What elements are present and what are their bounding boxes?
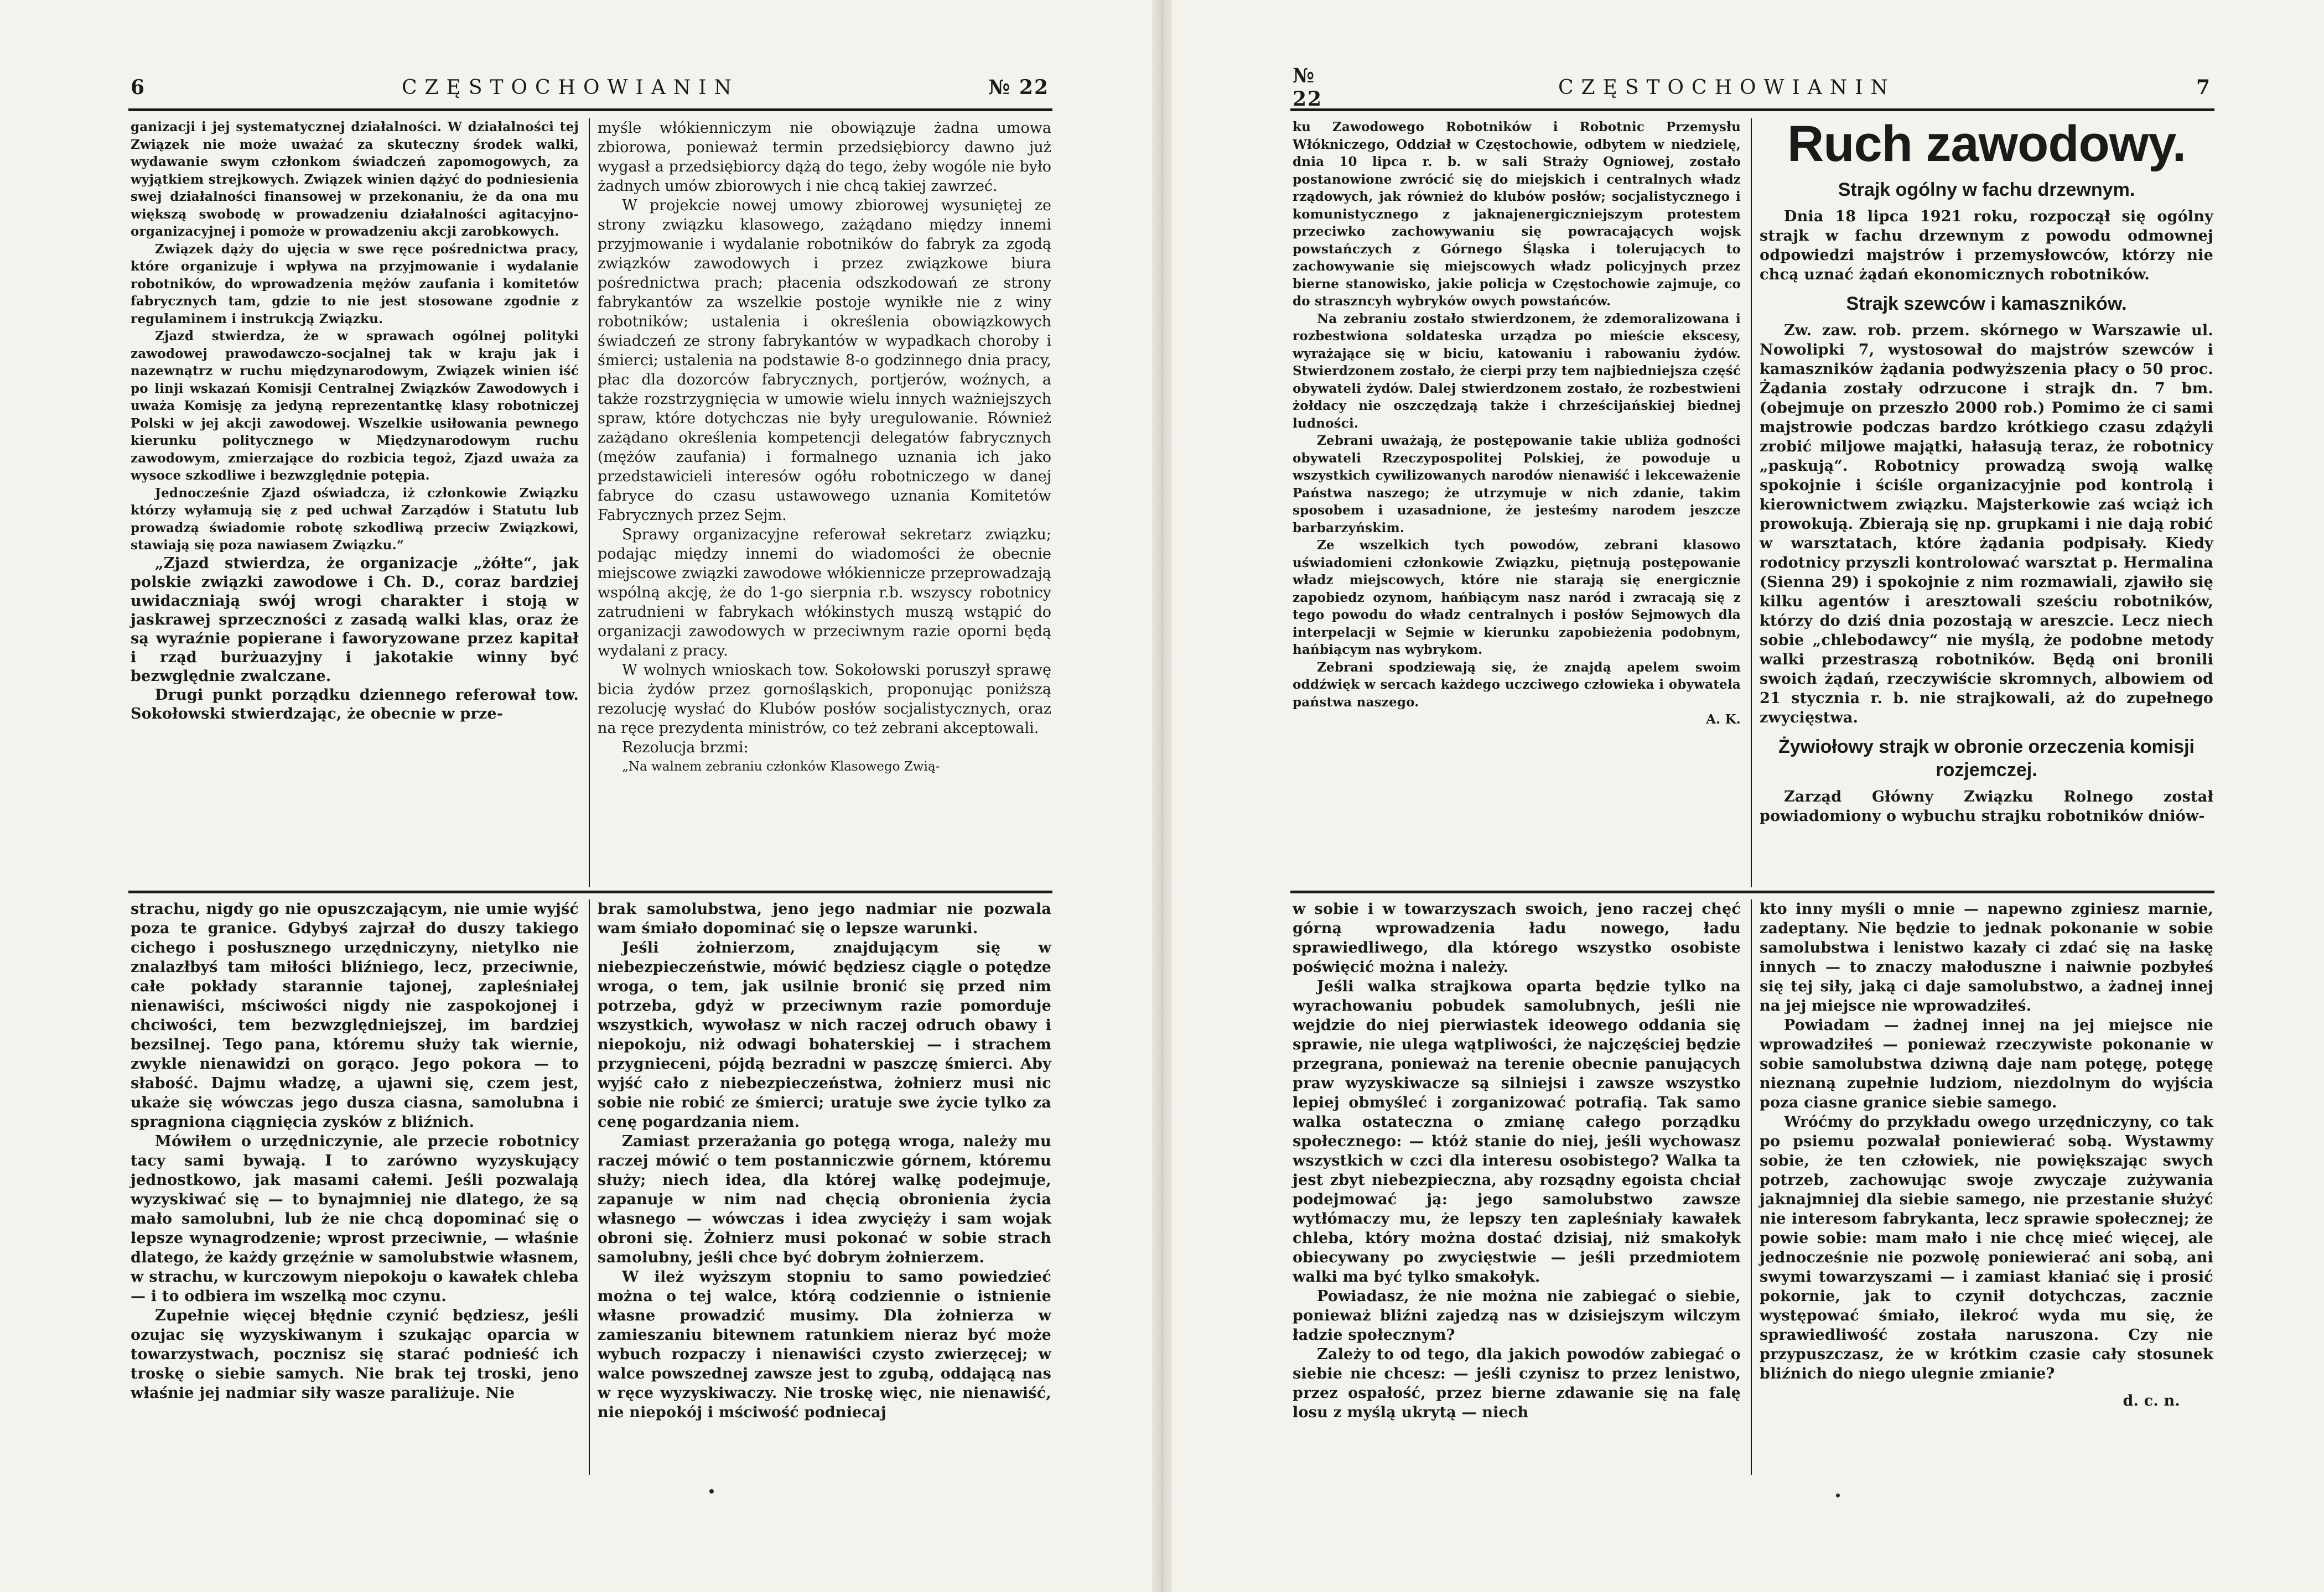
- paragraph: Ze wszelkich tych powodów, zebrani klasowo uświadomieni członkowie Związku, piętnują postępowanie władz miejscowych, które nie starają się energicznie zapobiedz ozynom, hańbiącym nasz naród i zwracają się z tego powodu do władz centralnych i posłów Sejmowych dla interpelacji w Sejmie w kierunku zapobieżenia podobnym, hańbiącym nas wybrykom.: [1293, 538, 1741, 657]
- paragraph: Rezolucja brzmi:: [622, 739, 749, 756]
- paragraph: Na zebraniu zostało stwierdzonem, że zdemoralizowana i rozbestwiona soldateska urządza po mieście ekscesy, wyrażające się w biciu, katowaniu i rabowaniu żydów. Stwierdzonem zostało, że cierpi przy tem najbiedniejsza część obywateli żydów. Dalej stwierdzonem zostało, że rozbestwieni żołdacy nie oszczędzają także i chrześcijańskiej biednej ludności.: [1293, 311, 1741, 431]
- column-divider: [589, 899, 590, 1475]
- right-top-column-1: [1293, 118, 1741, 729]
- masthead: CZĘSTOCHOWIANIN: [402, 76, 739, 99]
- paragraph: Mówiłem o urzędniczynie, ale przecie robotnicy tacy sami bywają. I to zarówno wyzyskujący jednostkowo, jak masami całemi. Jeśli pozwalają wyzyskiwać się — to bynajmniej nie dlatego, że są mało samolubni, lub że nie chcą dopominać się o lepsze wynagrodzenie; wprost przeciwnie, — właśnie dlatego, że każdy grzęźnie w samolubstwie własnem, w strachu, w kurczowym niepokoju o kawałek chleba — i to odbiera im wszelką moc czynu.: [131, 1133, 579, 1305]
- right-bottom-column-2: [1760, 899, 2213, 1411]
- page-number: 7: [2196, 76, 2211, 99]
- paragraph: Zebrani uważają, że postępowanie takie ubliża godności obywateli Rzeczypospolitej Polskiej, że powoduje u wszystkich cywilizowanych narodów nienawiść i lekceważenie Państwa naszego; że utrzymuje w nich zdanie, takim sposobem i uzasadnione, że jesteśmy narodem jeszcze barbarzyńskim.: [1293, 433, 1741, 535]
- paragraph: Zupełnie więcej błędnie czynić będziesz, jeśli ozujac się wyzyskiwanym i szukając oparcia w towarzystwach, pocznisz się starać podnieść ich troskę o siebie samych. Nie brak tej troski, jeno właśnie jej nadmiar siły wasze paraliżuje. Nie: [131, 1307, 579, 1402]
- paragraph: kto inny myśli o mnie — napewno zginiesz marnie, zadeptany. Nie będzie to jednak pokonanie w sobie samolubstwa i lenistwo kazały ci zdać się na łaskę innych — to znaczy małoduszne i naiwnie pozbyłeś się tej siły, jaką ci daje samolubstwo, a żadnej innej na jej miejsce nie wprowadziłeś.: [1760, 901, 2213, 1014]
- column-divider: [1751, 899, 1752, 1475]
- issue-number: № 22: [1293, 64, 1323, 111]
- left-top-column-2: [598, 118, 1051, 777]
- paragraph: Zebrani spodziewają się, że znajdą apelem swoim oddźwięk w sercach każdego uczciwego człowieka i obywatela państwa naszego.: [1293, 659, 1741, 710]
- signature: A. K.: [1706, 712, 1741, 727]
- page-number: 6: [131, 76, 146, 99]
- paragraph: Jednocześnie Zjazd oświadcza, iż członkowie Związku którzy wyłamują się z ped uchwał Zarządów i Statutu lub prowadzą świadomie robotę szkodliwą przeciw Związkowi, stawiają się poza nawiasem Związku.“: [131, 485, 579, 553]
- issue-number: № 22: [988, 76, 1049, 99]
- paragraph: Jeśli walka strajkowa oparta będzie tylko na wyrachowaniu pobudek samolubnych, jeśli nie wejdzie do niej pierwiastek ideowego oddania się sprawie, nie ulega wątpliwości, że najczęściej będzie przegrana, ponieważ na terenie obecnie panujących praw wyzyskiwacze są silniejsi i zawsze wszystko lepiej obmyśleć i zorganizować potrafią. Tak samo walka ostateczna o zmianę całego porządku społecznego: — któż stanie do niej, jeśli wychowasz wszystkich w czci dla interesu osobistego? Walka ta jest zbyt niebezpieczna, aby rozsądny egoista chciał podejmować ją: jego samolubstwo zawsze wytłómaczy mu, że lepszy ten zapleśniały kawałek chleba, który można dostać dzisiaj, niż smakołyk obiecywany po zwycięstwie — jeśli przedmiotem walki ma być tylko smakołyk.: [1293, 978, 1741, 1286]
- masthead: CZĘSTOCHOWIANIN: [1558, 76, 1896, 99]
- paragraph: Powiadam — żadnej innej na jej miejsce nie wprowadziłeś — ponieważ rzeczywiste pokonanie w sobie samolubstwa dziwną daje nam potęgę, potęgę nieznaną zupełnie ludziom, niezdolnym do wyjścia poza ciasne granice siebie samego.: [1760, 1017, 2213, 1111]
- right-top-column-2: [1760, 113, 2213, 826]
- section-rule: [1290, 891, 2214, 893]
- section-title: Ruch zawodowy.: [1787, 116, 2186, 172]
- paragraph: ku Zawodowego Robotników i Robotnic Przemysłu Włókniczego, Oddział w Częstochowie, odbytem w niedzielę, dnia 10 lipca r. b. w sali Straży Ogniowej, zostało postanowione zwrócić się do miejskich i centralnych władz rządowych, jak również do klubów posłów; socjalistycznego i komunistycznego z jaknajenergiczniejszym protestem przeciwko zachowywaniu się powracających wojsk powstańczych z Górnego Śląska i tolerujących to zachowywanie się miejscowych władz policyjnych przez bierne stanowisko, jakie policja w Częstochowie zajmuje, co do straszncyh wybryków owych powstańców.: [1293, 119, 1741, 309]
- paragraph: strachu, nigdy go nie opuszczającym, nie umie wyjść poza te granice. Gdybyś zajrzał do duszy takiego cichego i posłusznego urzędniczyny, nietylko nie znalazłbyś tam miłości bliźniego, lecz, przeciwnie, całe pokłady starannie tajonej, zapleśniałej nienawiści, mściwości nigdy nie zaspokojonej i chciwości, tem bezwzględniejszej, im bardziej bezsilnej. Tego pana, któremu służy tak wiernie, zwykle nienawidzi on gorąco. Jego pokora — to słabość. Dajmu władzę, a ujawni się, czem jest, ukaże się wówczas jego dusza ciasna, samolubna i spragniona ciągnięcia zysków z bliźnich.: [131, 901, 579, 1131]
- section-heading: Żywiołowy strajk w obronie orzeczenia komisji rozjemczej.: [1778, 736, 2195, 781]
- paragraph: Jeśli żołnierzom, znajdującym się w niebezpieczeństwie, mówić będziesz ciągle o potędze wroga, o tem, jak usilnie bronić się przed nim potrzeba, gdyż w przeciwnym razie pomorduje wszystkich, wywołasz w nich raczej odruch obawy i niepokoju, niż odwagi bohaterskiej — i strachem przygnieceni, pójdą bezradni w paszczę śmierci. Aby wyjść cało z niebezpieczeństwa, żołnierz musi nic sobie nie robić ze śmierci; uratuje swe życie tylko za cenę pogardzania niem.: [598, 939, 1051, 1131]
- column-divider: [589, 118, 590, 887]
- paragraph: W wolnych wnioskach tow. Sokołowski poruszył sprawę bicia żydów przez gornośląskich, proponując poniższą rezolucję wysłać do Klubów posłów socjalistycznych, oraz na ręce prezydenta ministrów, co też zebrani akceptowali.: [598, 662, 1051, 737]
- paragraph: brak samolubstwa, jeno jego nadmiar nie pozwala wam śmiało dopominać się o lepsze warunki.: [598, 901, 1051, 937]
- left-header: [131, 71, 1049, 104]
- right-page: [1162, 0, 2324, 1592]
- paragraph: Sprawy organizacyjne referował sekretarz związku; podając między innemi do wiadomości że obecnie miejscowe związki zawodowe włókiennicze przeprowadzają wspólną akcję, że do 1-go sierpnia r.b. wszyscy robotnicy zatrudnieni w fabrykach włókinstych muszą wstąpić do organizacji zawodowych w przeciwnym razie oporni będą wydalani z pracy.: [598, 526, 1051, 659]
- paragraph: Zw. zaw. rob. przem. skórnego w Warszawie ul. Nowolipki 7, wystosował do majstrów szewców i kamaszników żądania podwyższenia płacy o 50 proc. Żądania zostały odrzucone i strajk dn. 7 bm. (obejmuje on przeszło 2000 rob.) Pomimo że ci sami majstrowie podczas bardzo krótkiego czasu zdążyli zrobić miljowe majątki, hałasują teraz, że robotnicy „paskują“. Robotnicy prowadzą swoją walkę spokojnie i ściśle organizacyjnie pod kontrolą i kierownictwem związku. Majsterkowie zaś wciąż ich prowokują. Zbierają się np. grupkami i nie dają robić w warsztatach, które żądania podpisały. Kiedy rodotnicy przyszli kontrolować warsztat p. Hermalina (Sienna 29) i spokojnie z nim rozmawiali, zjawiło się kilku agentów i aresztowali sześciu robotników, którzy do dziś dnia pozostają w areszcie. Lecz niech sobie „chlebodawcy“ nie myślą, że podobne metody walki przestraszą robotników. Będą oni bronili swoich żądań, rzeczywiście skromnych, albowiem od 21 stycznia r. b. nie strajkowali, aż do zupełnego zwycięstwa.: [1760, 322, 2213, 726]
- column-divider: [1751, 118, 1752, 887]
- paragraph: W ileż wyższym stopniu to samo powiedzieć można o tej walce, którą codziennie o istnienie własne prowadzić musimy. Dla żołnierza w zamieszaniu bitewnem ratunkiem nieraz być może wybuch rozpaczy i nienawiści czysto zwierzęcej; w walce powszednej zawsze jest to zgubą, oddającą nas w ręce wyzyskiwaczy. Nie troskę więc, nie nienawiść, nie niepokój i mściwość podniecaj: [598, 1268, 1051, 1421]
- paragraph: W projekcie nowej umowy zbiorowej wysuniętej ze strony związku klasowego, zażądano między innemi przyjmowanie i wydalanie robotników do fabryk za zgodą związków zawodowych i przez związkowe biura pośrednictwa prach; płacenia odszkodowań ze strony fabrykantów za wszelkie postoje wynikłe nie z winy robotników; ustalenia i określenia obowiązkowych świadczeń ze strony fabrykantów w wypadkach choroby i śmierci; ustalenia na podstawie 8-o godzinnego dnia pracy, płac dla dozorców fabrycznych, portjerów, woźnych, a także rozstrzygnięcia w umowie wielu innych ważniejszych spraw, które dotychczas nie były uregulowanie. Również zażądano określenia kompetencji delegatów fabrycznych (mężów zaufania) i formalnego uznania ich jako przedstawicieli interesów ogółu robotniczego w danej fabryce do czasu ustawowego uznania Komitetów Fabrycznych przez Sejm.: [598, 197, 1051, 524]
- signature: d. c. n.: [2123, 1392, 2180, 1409]
- paragraph: Zjazd stwierdza, że w sprawach ogólnej polityki zawodowej prawodawczo-socjalnej tak w kraju jak i nazewnątrz w ruchu międzynarodowym, Związek winien iść po linji wskazań Komisji Centralnej Związków Zawodowych i uważa Komisję za jedyną reprezentantkę klasy robotniczej Polski w jej akcji zawodowej. Wszelkie usiłowania pewnego kierunku politycznego w Międzynarodowym ruchu zawodowym, zmierzające do rozbicia tegoż, Zjazd uważa za wysoce szkodliwe i bezwzględnie potępia.: [131, 329, 579, 483]
- left-bottom-column-1: [131, 899, 579, 1403]
- paragraph: Powiadasz, że nie można nie zabiegać o siebie, ponieważ bliźni zajedzą nas w dzisiejszym wilczym ładzie społecznym?: [1293, 1288, 1741, 1344]
- left-top-column-1: [131, 118, 579, 724]
- right-header: [1293, 64, 2211, 111]
- paragraph: Związek dąży do ujęcia w swe ręce pośrednictwa pracy, które organizuje i wpływa na przyjmowanie i wydalanie robotników, do wprowadzenia mężów zaufania i komitetów fabrycznych tam, gdzie to nie jest stosowane zgodnie z regulaminem i instrukcją Związku.: [131, 241, 579, 326]
- paragraph: Zależy to od tego, dla jakich powodów zabiegać o siebie nie chcesz: — jeśli czynisz to przez lenistwo, przez ospałość, przez bierne zdawanie się na falę losu z myślą ukrytą — niech: [1293, 1346, 1741, 1421]
- paragraph: Drugi punkt porządku dziennego referował tow. Sokołowski stwierdzając, że obecnie w prze-: [131, 686, 579, 722]
- print-speck: [1836, 1494, 1840, 1497]
- paragraph: ganizacji i jej systematycznej działalności. W działalności tej Związek nie może uważać za skuteczny środek walki, wydawanie swym członkom świadczeń zapomogowych, za wyjątkiem strejkowych. Związek winien dążyć do podniesienia swej działalności finansowej w przekonaniu, że da ona mu większą swobodę w prowadzeniu działalności agitacyjno-organizacyjnej i pomoże w prowadzeniu akcji zarobkowych.: [131, 119, 579, 239]
- left-bottom-column-2: [598, 899, 1051, 1422]
- section-rule: [128, 891, 1052, 893]
- section-heading: Strajk szewców i kamaszników.: [1846, 293, 2127, 314]
- paragraph: Wróćmy do przykładu owego urzędniczyny, co tak po psiemu pozwalał poniewierać sobą. Wystawmy sobie, że ten człowiek, nie powiększając swych potrzeb, zachowując swoje zwyczaje zużywania jaknajmniej dla siebie samego, nie przestanie służyć nie interesom fabrykanta, lecz sprawie społecznej; że powie sobie: mam mało i nie chcę mieć więcej, ale jednocześnie nie pozwolę poniewierać ani sobą, ani swymi towarzyszami — i zamiast kłaniać się i prosić pokornie, jak to czynił dotychczas, zacznie występować śmiało, ilekroć wyda mu się, że sprawiedliwość została naruszona. Czy nie przypuszczasz, że w krótkim czasie cały stosunek bliźnich do niego ulegnie zmianie?: [1760, 1114, 2213, 1382]
- paragraph: „Zjazd stwierdza, że organizacje „żółte“, jak polskie związki zawodowe i Ch. D., coraz bardziej uwidaczniają swój wrogi charakter i stoją w jaskrawej sprzeczności z zasadą walki klas, oraz że są wyraźnie popierane i faworyzowane przez kapitał i rząd burżuazyjny i jakotakie winny być bezwględnie zwalczane.: [131, 554, 579, 685]
- paragraph: Zarząd Główny Związku Rolnego został powiadomiony o wybuchu strajku robotników dniów-: [1760, 788, 2213, 825]
- paragraph: Dnia 18 lipca 1921 roku, rozpoczął się ogólny strajk w fachu drzewnym z powodu odmownej odpowiedzi majstrów i przemysłowców, którzy nie chcą uznać żądań ekonomicznych robotników.: [1760, 208, 2213, 283]
- paragraph: w sobie i w towarzyszach swoich, jeno raczej chęć górną wprowadzenia ładu nowego, ładu sprawiedliwego, dla którego wszystko osobiste poświęcić można i należy.: [1293, 901, 1741, 976]
- header-rule: [128, 108, 1052, 111]
- section-heading: Strajk ogólny w fachu drzewnym.: [1838, 179, 2135, 200]
- paragraph: Zamiast przerażania go potęgą wroga, należy mu raczej mówić o tem postanniczwie górnem, któremu służy; niech idea, dla której walkę podejmuje, zapanuje w nim nad chęcią obronienia życia własnego — wówczas i idea zwycięży i sam wojak obroni się. Żołnierz musi pokonać w sobie strach samolubny, jeśli chce być dobrym żołnierzem.: [598, 1133, 1051, 1266]
- header-rule: [1290, 108, 2214, 111]
- print-speck: [709, 1489, 714, 1494]
- paragraph: myśle włókienniczym nie obowiązuje żadna umowa zbiorowa, ponieważ termin przedsiębiorcy dawno już wygasł a przedsiębiorcy dążą do tego, żeby wogóle nie było żadnych umów zbiorowych i nie chcą takiej zawrzeć.: [598, 119, 1051, 195]
- paragraph: „Na walnem zebraniu członków Klasowego Zwią-: [622, 759, 940, 774]
- right-bottom-column-1: [1293, 899, 1741, 1422]
